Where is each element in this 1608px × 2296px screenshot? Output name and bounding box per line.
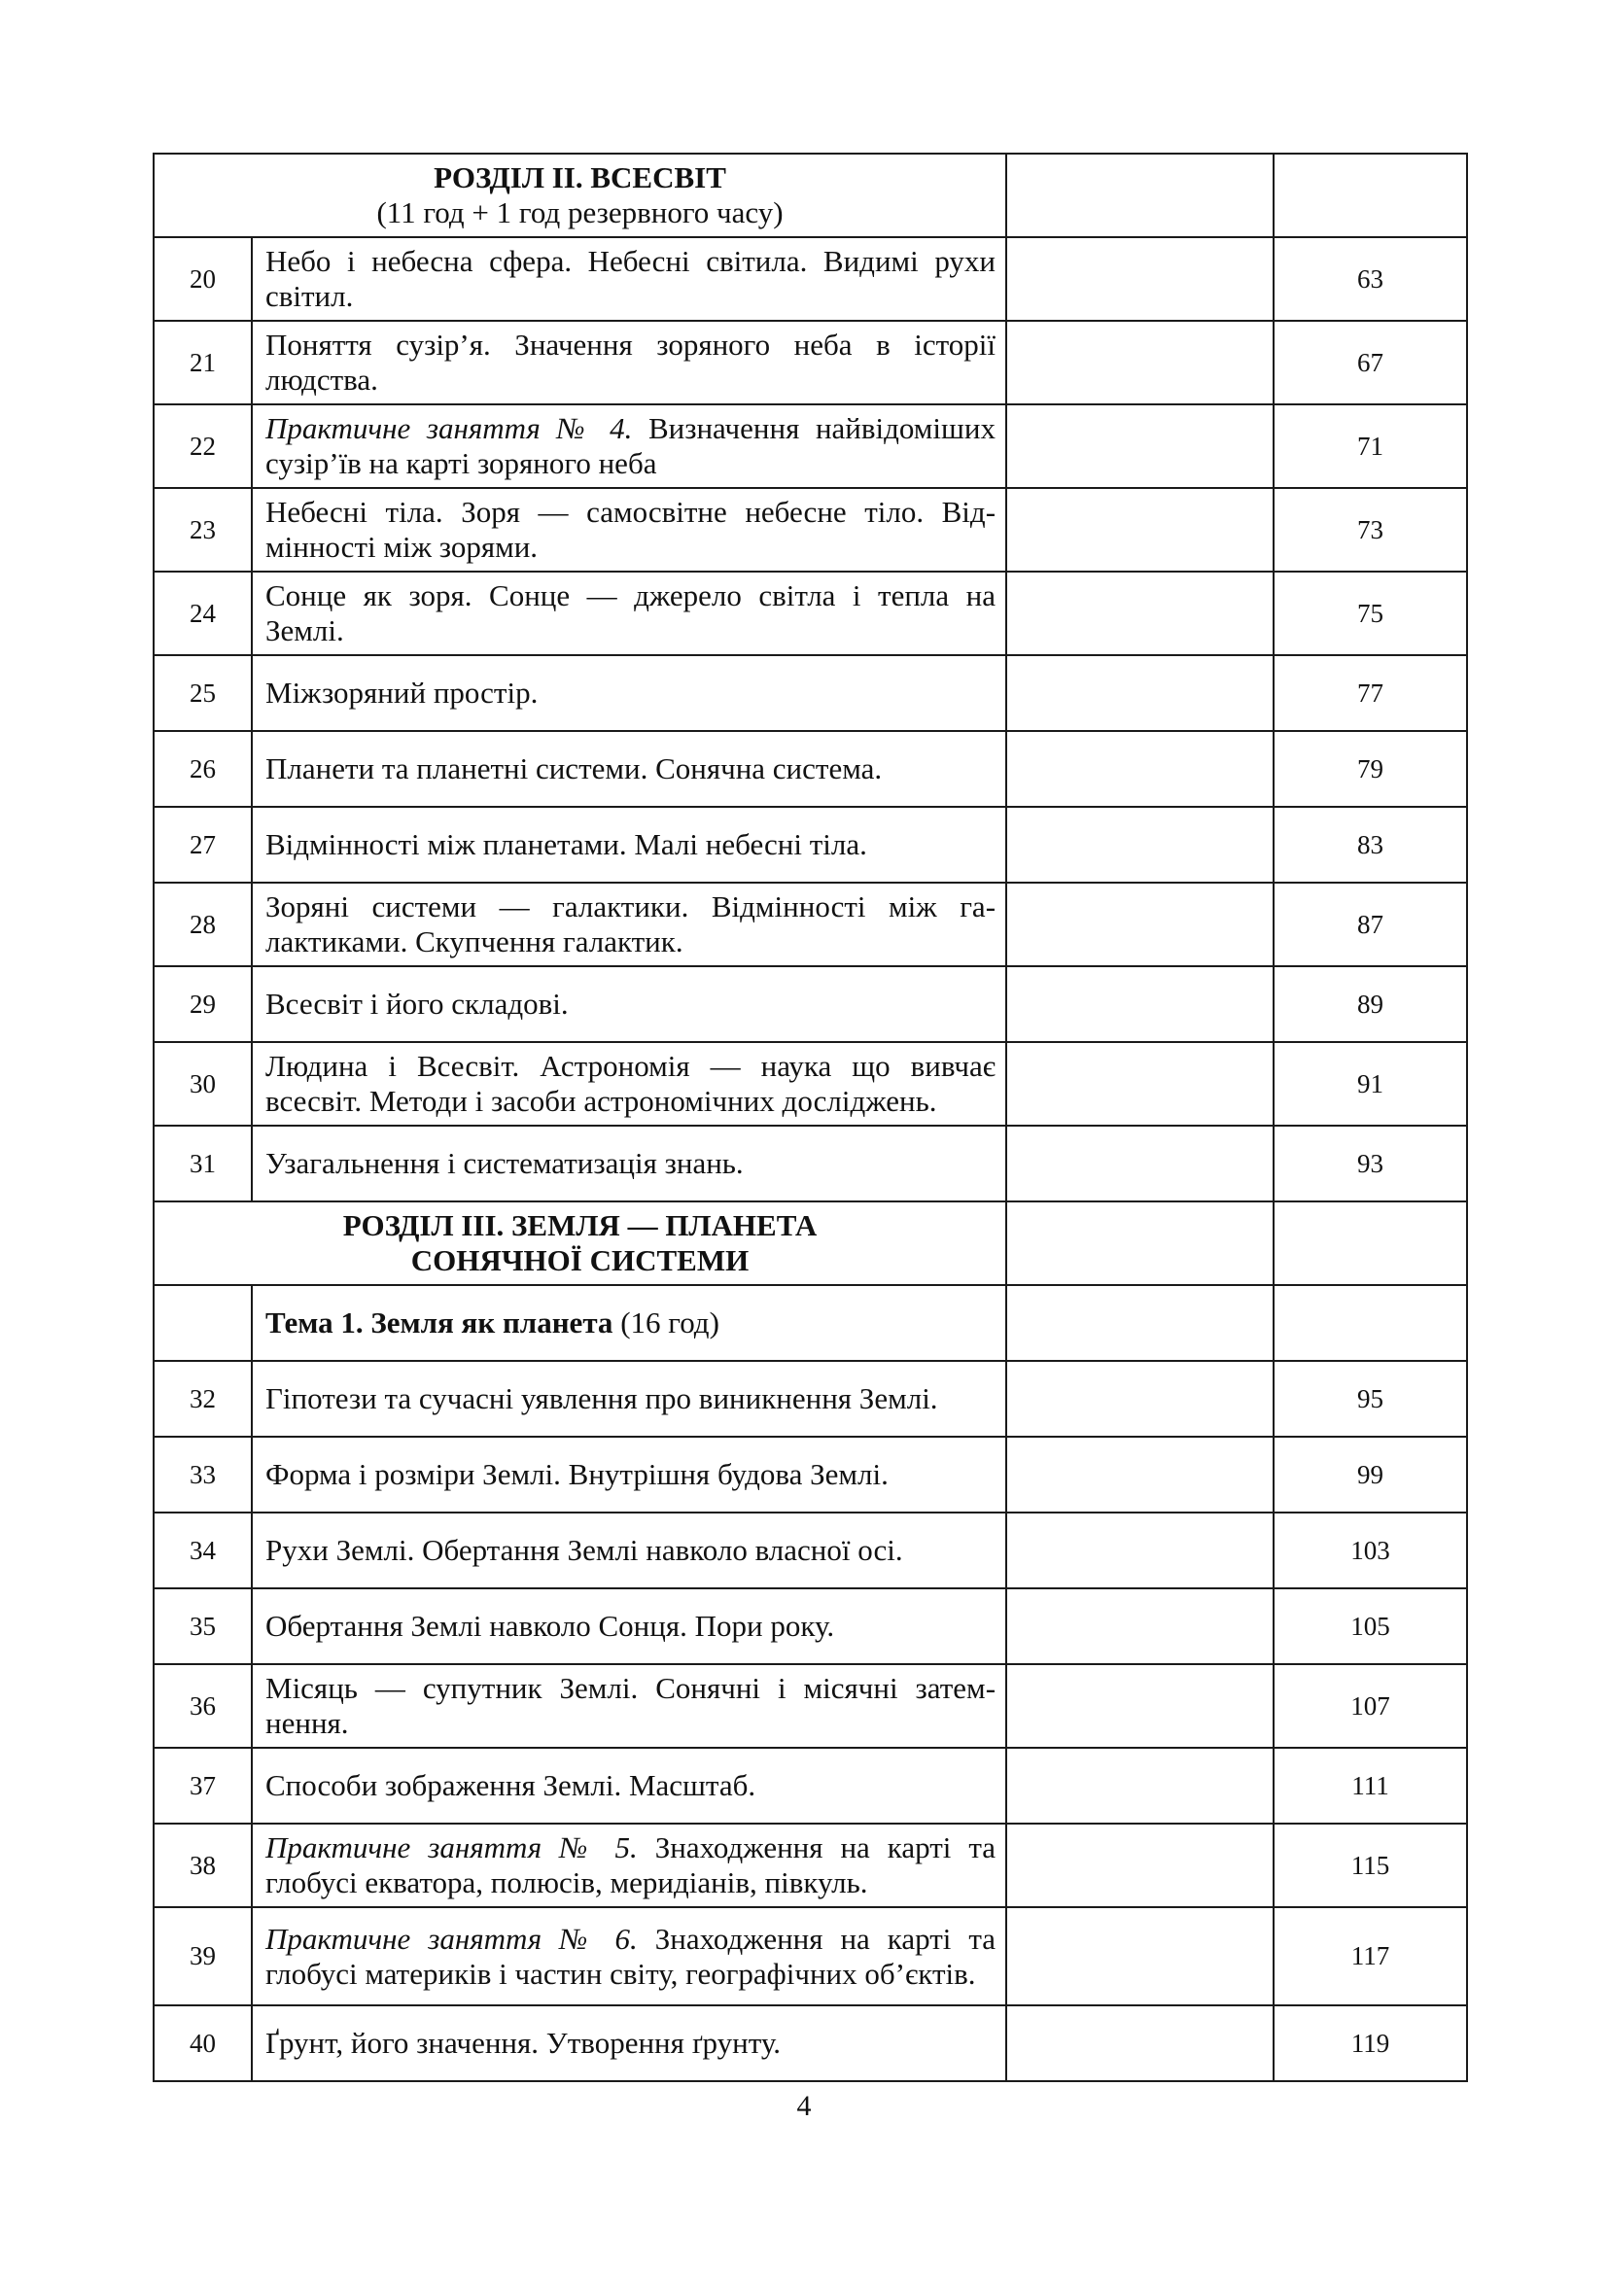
topic-text: Обертання Землі навколо Сонця. Пори року.: [265, 1609, 835, 1643]
lesson-number: 21: [154, 321, 252, 404]
textbook-page: 107: [1274, 1664, 1467, 1748]
lesson-number: 24: [154, 572, 252, 655]
textbook-page: 91: [1274, 1042, 1467, 1126]
topic-text: Рухи Землі. Обертання Землі навколо власної осі.: [265, 1533, 903, 1567]
date-cell: [1006, 154, 1274, 237]
table-row: [154, 655, 1467, 731]
topic-title: Тема 1. Земля як планета: [265, 1305, 613, 1339]
table-row: [154, 1588, 1467, 1664]
page-number: 4: [796, 2090, 812, 2122]
textbook-page: 95: [1274, 1361, 1467, 1437]
lesson-topic: [252, 1513, 1006, 1588]
topic-text: Небесні тіла. Зоря — самосвітне небесне тіло. Відмінності між зорями.: [265, 495, 996, 564]
lesson-topic: [252, 883, 1006, 966]
section-title: РОЗДІЛ III. ЗЕМЛЯ — ПЛАНЕТА: [342, 1208, 818, 1242]
lesson-number: 23: [154, 488, 252, 572]
lesson-topic: [252, 807, 1006, 883]
date-cell: [1006, 1664, 1274, 1748]
lesson-number: 25: [154, 655, 252, 731]
lesson-topic: [252, 321, 1006, 404]
date-cell: [1006, 883, 1274, 966]
textbook-page: 83: [1274, 807, 1467, 883]
table-row: [154, 237, 1467, 321]
topic-text: Людина і Всесвіт. Астрономія — наука що вивчає всесвіт. Методи і засоби астрономічних досліджень.: [265, 1049, 996, 1118]
textbook-page: 73: [1274, 488, 1467, 572]
textbook-page: 117: [1274, 1907, 1467, 2005]
lesson-topic: [252, 237, 1006, 321]
textbook-page: 79: [1274, 731, 1467, 807]
lesson-topic: [252, 1042, 1006, 1126]
textbook-page: 77: [1274, 655, 1467, 731]
date-cell: [1006, 1748, 1274, 1824]
lesson-topic: [252, 2005, 1006, 2081]
table-row: [154, 321, 1467, 404]
lesson-number: 36: [154, 1664, 252, 1748]
textbook-page: 63: [1274, 237, 1467, 321]
topic-text: Зоряні системи — галактики. Відмінності між галактиками. Скупчення галактик.: [265, 889, 996, 958]
date-cell: [1006, 1437, 1274, 1513]
lesson-number: 22: [154, 404, 252, 488]
section-header: [154, 154, 1006, 237]
topic-text: Планети та планетні системи. Сонячна система.: [265, 751, 883, 785]
table-row: [154, 883, 1467, 966]
section-subtitle: (11 год + 1 год резервного часу): [376, 195, 784, 229]
section-header-row: [154, 1201, 1467, 1285]
lesson-number: 34: [154, 1513, 252, 1588]
date-cell: [1006, 237, 1274, 321]
date-cell: [1006, 1201, 1274, 1285]
textbook-page: 119: [1274, 2005, 1467, 2081]
lesson-topic: [252, 731, 1006, 807]
topic-text: Сонце як зоря. Сонце — джерело світла і тепла на Землі.: [265, 578, 996, 647]
date-cell: [1006, 1824, 1274, 1907]
topic-text: Визначення найвідоміших сузір’їв на карті зоряного неба: [265, 411, 996, 480]
lesson-number: 30: [154, 1042, 252, 1126]
table-row: [154, 488, 1467, 572]
date-cell: [1006, 655, 1274, 731]
lesson-number: 26: [154, 731, 252, 807]
table-row: [154, 1126, 1467, 1201]
lesson-number: 20: [154, 237, 252, 321]
section-header: [154, 1201, 1006, 1285]
page-cell: [1274, 1285, 1467, 1361]
textbook-page: 105: [1274, 1588, 1467, 1664]
date-cell: [1006, 1513, 1274, 1588]
date-cell: [1006, 321, 1274, 404]
lesson-number: 27: [154, 807, 252, 883]
topic-text: Відмінності між планетами. Малі небесні тіла.: [265, 827, 867, 861]
lesson-number: 32: [154, 1361, 252, 1437]
date-cell: [1006, 1285, 1274, 1361]
topic-text: Форма і розміри Землі. Внутрішня будова Землі.: [265, 1457, 889, 1491]
table-row: [154, 731, 1467, 807]
textbook-page: 99: [1274, 1437, 1467, 1513]
topic-text: Міжзоряний простір.: [265, 676, 539, 710]
date-cell: [1006, 807, 1274, 883]
table-row: [154, 1042, 1467, 1126]
textbook-page: 71: [1274, 404, 1467, 488]
lesson-topic: [252, 1588, 1006, 1664]
date-cell: [1006, 404, 1274, 488]
lesson-number: 37: [154, 1748, 252, 1824]
lesson-number: 40: [154, 2005, 252, 2081]
page-cell: [1274, 154, 1467, 237]
lesson-number: 38: [154, 1824, 252, 1907]
section-title: СОНЯЧНОЇ СИСТЕМИ: [410, 1243, 750, 1277]
date-cell: [1006, 488, 1274, 572]
lesson-topic: [252, 572, 1006, 655]
lesson-topic: [252, 966, 1006, 1042]
textbook-page: 75: [1274, 572, 1467, 655]
table-row: [154, 1513, 1467, 1588]
date-cell: [1006, 1361, 1274, 1437]
topic-hours: (16 год): [612, 1305, 719, 1339]
topic-text: Ґрунт, його значення. Утворення ґрунту.: [265, 2026, 781, 2060]
section-title: РОЗДІЛ II. ВСЕСВІТ: [434, 160, 726, 194]
textbook-page: 67: [1274, 321, 1467, 404]
date-cell: [1006, 1588, 1274, 1664]
lesson-topic: [252, 1664, 1006, 1748]
practical-label: Практичне заняття № 4.: [265, 411, 633, 445]
lesson-number: 39: [154, 1907, 252, 2005]
lesson-topic: [252, 1907, 1006, 2005]
table-body: [154, 154, 1467, 2081]
lesson-plan-table: [153, 153, 1468, 2082]
lesson-topic: [252, 1437, 1006, 1513]
textbook-page: 87: [1274, 883, 1467, 966]
table-row: [154, 404, 1467, 488]
lesson-number: [154, 1285, 252, 1361]
date-cell: [1006, 1126, 1274, 1201]
lesson-topic: [252, 1824, 1006, 1907]
table-row: [154, 2005, 1467, 2081]
lesson-topic: [252, 655, 1006, 731]
lesson-number: 29: [154, 966, 252, 1042]
table-row: [154, 1824, 1467, 1907]
textbook-page: 103: [1274, 1513, 1467, 1588]
practical-label: Практичне заняття № 6.: [265, 1921, 638, 1956]
table-row: [154, 572, 1467, 655]
date-cell: [1006, 572, 1274, 655]
date-cell: [1006, 1907, 1274, 2005]
table-row: [154, 1664, 1467, 1748]
lesson-topic: [252, 1748, 1006, 1824]
date-cell: [1006, 966, 1274, 1042]
textbook-page: 89: [1274, 966, 1467, 1042]
topic-text: Способи зображення Землі. Масштаб.: [265, 1768, 756, 1802]
topic-text: Місяць — супутник Землі. Сонячні і місячні затемнення.: [265, 1671, 996, 1740]
lesson-number: 31: [154, 1126, 252, 1201]
table-row: [154, 1907, 1467, 2005]
topic-header-row: [154, 1285, 1467, 1361]
textbook-page: 115: [1274, 1824, 1467, 1907]
textbook-page: 111: [1274, 1748, 1467, 1824]
table-row: [154, 807, 1467, 883]
lesson-number: 28: [154, 883, 252, 966]
table-row: [154, 1361, 1467, 1437]
topic-header: [252, 1285, 1006, 1361]
date-cell: [1006, 1042, 1274, 1126]
lesson-number: 35: [154, 1588, 252, 1664]
table-row: [154, 1748, 1467, 1824]
topic-text: Знаходження на карті та глобусі екватора, полюсів, меридіанів, півкуль.: [265, 1830, 996, 1899]
topic-text: Гіпотези та сучасні уявлення про виникнення Землі.: [265, 1381, 938, 1415]
topic-text: Небо і небесна сфера. Небесні світила. Видимі рухи світил.: [265, 244, 996, 313]
topic-text: Поняття сузір’я. Значення зоряного неба в історії людства.: [265, 328, 996, 397]
lesson-topic: [252, 1126, 1006, 1201]
table-row: [154, 1437, 1467, 1513]
table-row: [154, 966, 1467, 1042]
lesson-topic: [252, 404, 1006, 488]
lesson-number: 33: [154, 1437, 252, 1513]
lesson-topic: [252, 1361, 1006, 1437]
date-cell: [1006, 731, 1274, 807]
lesson-topic: [252, 488, 1006, 572]
practical-label: Практичне заняття № 5.: [265, 1830, 638, 1864]
topic-text: Узагальнення і систематизація знань.: [265, 1146, 744, 1180]
date-cell: [1006, 2005, 1274, 2081]
topic-text: Знаходження на карті та глобусі материків і частин світу, географічних об’єктів.: [265, 1921, 996, 1991]
textbook-page: 93: [1274, 1126, 1467, 1201]
topic-text: Всесвіт і його складові.: [265, 987, 569, 1021]
page-cell: [1274, 1201, 1467, 1285]
section-header-row: [154, 154, 1467, 237]
